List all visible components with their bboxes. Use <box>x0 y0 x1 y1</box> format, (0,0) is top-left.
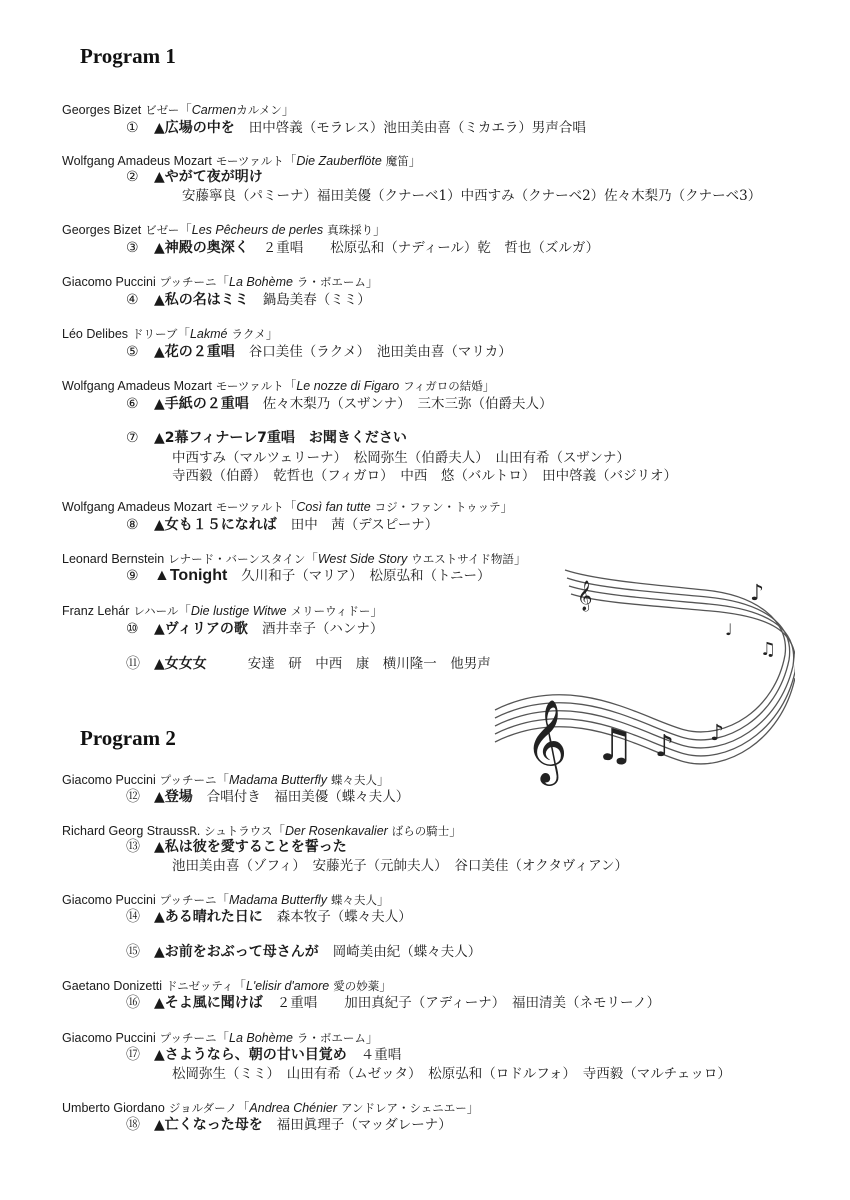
composer-line: Wolfgang Amadeus Mozart モーツァルト「Die Zauberflöte 魔笛」 <box>62 153 422 168</box>
work-title: Carmen <box>191 103 237 117</box>
item-number: ⑬ <box>126 839 140 855</box>
work-title: Madama Butterfly <box>229 893 327 907</box>
program-item <box>126 652 491 673</box>
composer-line: Giacomo Puccini プッチーニ「Madama Butterfly 蝶々夫人」 <box>62 892 390 907</box>
composer-line: Wolfgang Amadeus Mozart モーツァルト「Così fan tutte コジ・ファン・トゥッテ」 <box>62 499 514 514</box>
work-title: Andrea Chénier <box>249 1101 337 1115</box>
work-title-jp: ラクメ <box>231 327 266 341</box>
cast: 田中 茜（デスピーナ） <box>290 517 439 533</box>
cast-line: 中西すみ（マルツェリーナ） 松岡弥生（伯爵夫人） 山田有希（スザンナ） <box>172 450 630 466</box>
composer-name: Wolfgang Amadeus Mozart <box>62 500 212 514</box>
composer-name-jp: ジョルダーノ <box>168 1101 237 1115</box>
item-number: ⑧ <box>126 517 139 533</box>
music-staff-notes-icon <box>455 560 795 790</box>
svg-text:♪: ♪ <box>710 721 725 746</box>
work-title-jp: ばらの騎士 <box>391 824 450 838</box>
item-number: ⑤ <box>126 344 139 360</box>
composer-name-jp: モーツァルト <box>215 500 284 514</box>
work-title-jp: フィガロの結婚 <box>403 379 483 393</box>
cast: 酒井幸子（ハンナ） <box>261 621 384 637</box>
cast: 合唱付き 福田美優（蝶々夫人） <box>206 789 410 805</box>
work-title: Lakmé <box>189 327 228 341</box>
work-title-jp: ラ・ボエーム <box>296 275 366 289</box>
song-title: ▲お前をおぶって母さんが <box>154 944 319 960</box>
item-number: ⑭ <box>126 909 140 925</box>
cast: 谷口美佳（ラクメ） 池田美由喜（マリカ） <box>248 344 512 360</box>
composer-name-jp: モーツァルト <box>215 379 284 393</box>
composer-name-jp: プッチーニ <box>159 893 217 907</box>
cast: ４重唱 <box>360 1047 402 1063</box>
composer-name-jp: ビゼー <box>145 223 180 237</box>
cast: ２重唱 松原弘和（ナディール）乾 哲也（ズルガ） <box>262 240 600 256</box>
work-title: Die Zauberflöte <box>296 154 382 168</box>
program-item <box>126 617 383 638</box>
item-number: ⑩ <box>126 621 139 637</box>
work-title-jp: 愛の妙薬 <box>333 979 380 993</box>
cast: 岡崎美由紀（蝶々夫人） <box>332 944 482 960</box>
composer-name: Giacomo Puccini <box>62 1031 156 1045</box>
cast-line: 池田美由喜（ゾフィ） 安藤光子（元帥夫人） 谷口美佳（オクタヴィアン） <box>172 858 629 874</box>
work-title: Der Rosenkavalier <box>284 824 388 838</box>
work-title-jp: メリーウィドー <box>290 604 371 618</box>
work-title: Le nozze di Figaro <box>296 379 400 393</box>
work-title-jp: 蝶々夫人 <box>330 773 377 787</box>
song-title: ▲女も１５になれば <box>154 517 277 533</box>
work-title: Die lustige Witwe <box>190 604 287 618</box>
work-title-jp: コジ・ファン・トゥッテ <box>374 500 501 514</box>
program-item <box>126 1043 401 1064</box>
song-title: ▲手紙の２重唱 <box>154 396 249 412</box>
composer-line: Georges Bizet ビゼー「Carmenカルメン」 <box>62 102 295 117</box>
item-number: ② <box>126 169 139 185</box>
item-number: ① <box>126 120 139 136</box>
item-number: ③ <box>126 240 139 256</box>
cast: 久川和子（マリア） 松原弘和（トニー） <box>241 568 491 584</box>
svg-text:♫: ♫ <box>760 639 777 660</box>
composer-line: Wolfgang Amadeus Mozart モーツァルト「Le nozze di Figaro フィガロの結婚」 <box>62 378 496 393</box>
program-item <box>126 392 553 413</box>
song-title: ▲Tonight <box>154 567 228 584</box>
composer-name: Wolfgang Amadeus Mozart <box>62 379 212 393</box>
svg-text:♩: ♩ <box>725 620 733 639</box>
work-title: Così fan tutte <box>296 500 371 514</box>
composer-name: Giacomo Puccini <box>62 773 156 787</box>
work-title-jp: ウエストサイド物語 <box>411 552 514 566</box>
svg-text:♫: ♫ <box>595 720 635 771</box>
composer-name-jp: ドニゼッティ <box>166 979 234 993</box>
work-title: Madama Butterfly <box>229 773 327 787</box>
program-item <box>126 905 412 926</box>
song-title: ▲神殿の奥深く <box>154 240 249 256</box>
program-item <box>126 513 438 534</box>
composer-line: Richard Georg StraussR. シュトラウス「Der Rosenkavalier ばらの騎士」 <box>62 823 462 838</box>
composer-name: Umberto Giordano <box>62 1101 165 1115</box>
composer-name-jp: プッチーニ <box>159 773 217 787</box>
song-title: ▲花の２重唱 <box>154 344 235 360</box>
program-item <box>126 116 586 137</box>
composer-line: Georges Bizet ビゼー「Les Pêcheurs de perles 真珠採り」 <box>62 222 386 237</box>
song-title: ▲女女女 <box>154 656 207 672</box>
song-title: ▲さようなら、朝の甘い目覚め <box>154 1047 347 1063</box>
svg-text:𝄞: 𝄞 <box>525 698 568 782</box>
svg-text:♪: ♪ <box>750 581 765 606</box>
work-title: L'elisir d'amore <box>245 979 330 993</box>
song-title: ▲私は彼を愛することを誓った <box>154 839 347 855</box>
composer-name: Franz Lehár <box>62 604 130 618</box>
song-title: ▲私の名はミミ <box>154 292 249 308</box>
work-title: La Bohème <box>229 275 293 289</box>
program-item <box>126 236 599 257</box>
composer-name-jp: ビゼー <box>145 103 180 117</box>
composer-name: Gaetano Donizetti <box>62 979 163 993</box>
program-item <box>126 991 660 1012</box>
work-title-jp: 真珠採り <box>327 223 374 237</box>
work-title-jp: 魔笛 <box>385 154 409 168</box>
composer-name: Richard Georg Strauss <box>62 824 190 838</box>
composer-line: Umberto Giordano ジョルダーノ「Andrea Chénier アンドレア・シェニエー」 <box>62 1100 480 1115</box>
item-number: ⑥ <box>126 396 139 412</box>
composer-name-jp: R. シュトラウス <box>189 824 273 838</box>
program-item <box>126 1113 452 1134</box>
composer-line: Gaetano Donizetti ドニゼッティ「L'elisir d'amore 愛の妙薬」 <box>62 978 392 993</box>
program-item <box>126 785 409 806</box>
item-number: ⑦ <box>126 430 139 446</box>
cast: 安達 研 中西 康 横川隆一 他男声 <box>220 656 491 672</box>
program-2-title: Program 2 <box>80 726 176 750</box>
song-title: ▲ある晴れた日に <box>154 909 263 925</box>
composer-line: Giacomo Puccini プッチーニ「La Bohème ラ・ボエーム」 <box>62 1030 379 1045</box>
work-title-jp: アンドレア・シェニエー <box>340 1101 467 1115</box>
program-1-title: Program 1 <box>80 44 176 68</box>
work-title: Les Pêcheurs de perles <box>191 223 324 237</box>
program-item <box>126 166 277 186</box>
composer-name-jp: レハール <box>133 604 179 618</box>
program-item <box>126 564 491 585</box>
cast-line: 松岡弥生（ミミ） 山田有希（ムゼッタ） 松原弘和（ロドルフォ） 寺西毅（マルチェッロ） <box>172 1066 731 1082</box>
song-title: ▲ヴィリアの歌 <box>154 621 248 637</box>
cast: ２重唱 加田真紀子（アディーナ） 福田清美（ネモリーノ） <box>276 995 661 1011</box>
svg-text:𝄞: 𝄞 <box>577 581 593 611</box>
item-number: ⑰ <box>126 1047 140 1063</box>
item-number: ⑫ <box>126 789 140 805</box>
cast-line: 安藤寧良（パミーナ）福田美優（クナーベ1）中西すみ（クナーベ2）佐々木梨乃（クナーベ3） <box>182 188 762 204</box>
item-number: ⑱ <box>126 1117 140 1133</box>
composer-line: Franz Lehár レハール「Die lustige Witwe メリーウィドー」 <box>62 603 383 618</box>
song-title: ▲亡くなった母を <box>154 1117 263 1133</box>
cast: 鍋島美春（ミミ） <box>262 292 371 308</box>
song-title: ▲広場の中を <box>154 120 235 136</box>
program-item <box>126 340 512 361</box>
work-title-jp: カルメン <box>236 103 282 117</box>
work-title: La Bohème <box>229 1031 293 1045</box>
composer-name: Léo Delibes <box>62 327 129 341</box>
composer-line: Giacomo Puccini プッチーニ「La Bohème ラ・ボエーム」 <box>62 274 379 289</box>
composer-name: Georges Bizet <box>62 223 142 237</box>
cast: 福田眞理子（マッダレーナ） <box>276 1117 452 1133</box>
program-item <box>126 427 421 447</box>
composer-name: Giacomo Puccini <box>62 893 156 907</box>
cast: 田中啓義（モラレス）池田美由喜（ミカエラ）男声合唱 <box>248 120 586 136</box>
composer-name-jp: プッチーニ <box>159 275 217 289</box>
composer-name: Wolfgang Amadeus Mozart <box>62 154 212 168</box>
composer-name-jp: ドリーブ <box>132 327 178 341</box>
composer-line: Léo Delibes ドリーブ「Lakmé ラクメ」 <box>62 326 279 341</box>
item-number: ④ <box>126 292 139 308</box>
item-number: ⑨ <box>126 568 139 584</box>
song-title: ▲2幕フィナーレ7重唱 お聞きください <box>154 430 407 446</box>
work-title: West Side Story <box>317 552 408 566</box>
composer-name-jp: レナード・バーンスタイン <box>168 552 306 566</box>
item-number: ⑪ <box>126 656 140 672</box>
composer-line: Giacomo Puccini プッチーニ「Madama Butterfly 蝶々夫人」 <box>62 772 390 787</box>
cast: 森本牧子（蝶々夫人） <box>276 909 412 925</box>
composer-name: Leonard Bernstein <box>62 552 165 566</box>
cast: 佐々木梨乃（スザンナ） 三木三弥（伯爵夫人） <box>262 396 553 412</box>
item-number: ⑮ <box>126 944 140 960</box>
song-title: ▲やがて夜が明け <box>154 169 263 185</box>
program-item <box>126 836 361 856</box>
composer-line: Leonard Bernstein レナード・バーンスタイン「West Side Story ウエストサイド物語」 <box>62 551 527 566</box>
program-item <box>126 288 371 309</box>
composer-name-jp: モーツァルト <box>215 154 284 168</box>
cast-line: 寺西毅（伯爵） 乾哲也（フィガロ） 中西 悠（バルトロ） 田中啓義（バジリオ） <box>172 468 678 484</box>
program-item <box>126 940 481 961</box>
song-title: ▲そよ風に聞けば <box>154 995 263 1011</box>
svg-text:♪: ♪ <box>655 729 675 764</box>
work-title-jp: 蝶々夫人 <box>330 893 377 907</box>
composer-name-jp: プッチーニ <box>159 1031 217 1045</box>
work-title-jp: ラ・ボエーム <box>296 1031 366 1045</box>
composer-name: Georges Bizet <box>62 103 142 117</box>
song-title: ▲登場 <box>154 789 193 805</box>
composer-name: Giacomo Puccini <box>62 275 156 289</box>
item-number: ⑯ <box>126 995 140 1011</box>
